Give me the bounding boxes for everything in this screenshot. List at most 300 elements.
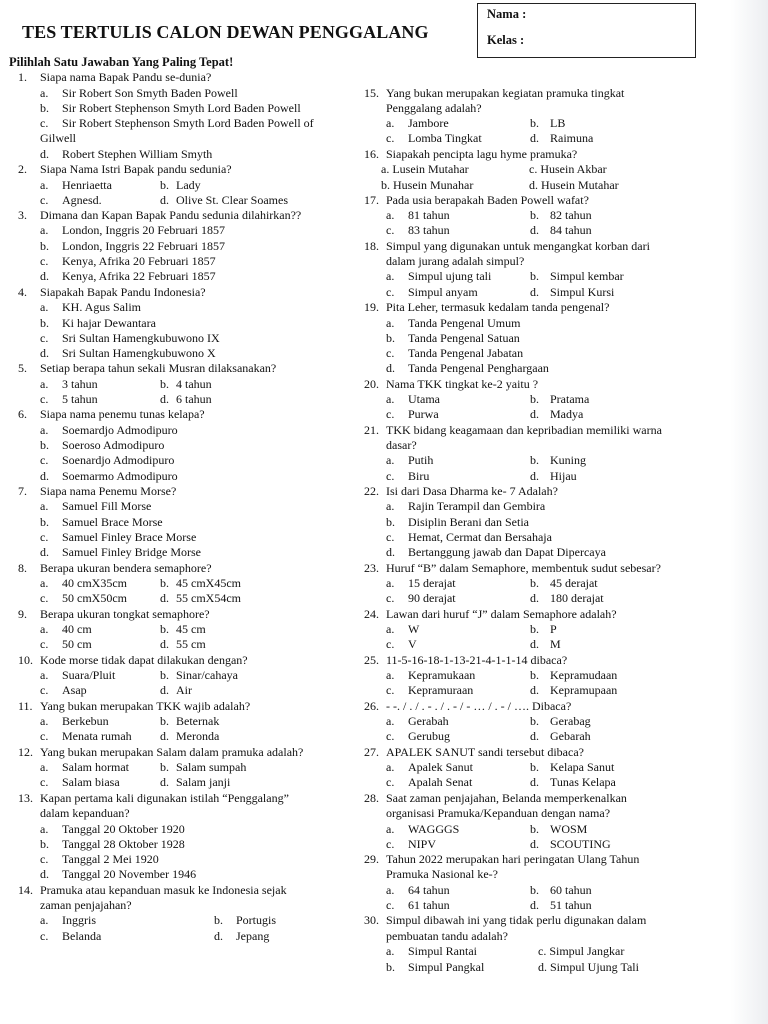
option-letter: b. [160,760,169,774]
option-letter: b. [530,269,539,283]
option-letter: d. [214,929,223,943]
option-text: Sri Sultan Hamengkubuwono X [62,346,216,360]
option-letter: b. [530,622,539,636]
nama-label: Nama : [487,7,527,21]
option-letter: c. [386,346,395,360]
option-text: Lomba Tingkat [408,131,482,145]
question-text-continued: dalam jurang adalah simpul? [386,254,525,268]
option-text: Disiplin Berani dan Setia [408,515,529,529]
option-letter: a. [40,178,49,192]
question-number: 24. [364,607,379,621]
option-letter: a. [40,423,49,437]
option-text: 81 tahun [408,208,450,222]
option-text: Sir Robert Stephenson Smyth Lord Baden Powell [62,101,301,115]
option-text: Soemardjo Admodipuro [62,423,178,437]
question-text: Berapa ukuran tongkat semaphore? [40,607,210,621]
option-letter: c. [386,898,395,912]
question-text-continued: Penggalang adalah? [386,101,482,115]
option-letter: d. [530,683,539,697]
question-text: 11-5-16-18-1-13-21-4-1-1-14 dibaca? [386,653,568,667]
option-text: 51 tahun [550,898,592,912]
option-text: Gebarah [550,729,591,743]
option-letter: a. [40,822,49,836]
option-letter: a. [386,760,395,774]
option-letter: c. [40,116,49,130]
option-text: Tanda Pengenal Jabatan [408,346,524,360]
question-text: Siapa Nama Istri Bapak pandu sedunia? [40,162,232,176]
option-text: Kelapa Sanut [550,760,615,774]
question-number: 11. [18,699,33,713]
question-text: Yang bukan merupakan kegiatan pramuka tingkat [386,86,625,100]
option-text: 45 cmX45cm [176,576,241,590]
question-text: Setiap berapa tahun sekali Musran dilaksanakan? [40,361,277,375]
option-letter: b. [214,913,223,927]
question-text: Siapakah pencipta lagu hyme pramuka? [386,147,578,161]
question-number: 1. [18,70,27,84]
option-letter: d. [160,637,169,651]
question-number: 2. [18,162,27,176]
option-text: Simpul Rantai [408,944,477,958]
option-letter: d. [40,147,49,161]
question-text: - -. / . / . - . / . - / - … / . - / …. Dibaca? [386,699,572,713]
option-text: Bertanggung jawab dan Dapat Dipercaya [408,545,606,559]
option-letter: b. [530,453,539,467]
option-text: Gerabag [550,714,591,728]
question-text: Siapa nama Penemu Morse? [40,484,177,498]
option-letter: d. [40,346,49,360]
option-text: 6 tahun [176,392,212,406]
question-number: 15. [364,86,379,100]
option-text: Berkebun [62,714,109,728]
question-text: Saat zaman penjajahan, Belanda memperkenalkan [386,791,627,805]
option-text: Simpul anyam [408,285,478,299]
question-text: Tahun 2022 merupakan hari peringatan Ulang Tahun [386,852,640,866]
question-text: Siapa nama penemu tunas kelapa? [40,407,205,421]
question-number: 16. [364,147,379,161]
option-text: Salam biasa [62,775,120,789]
option-text: b. Husein Munahar [381,178,474,192]
option-letter: a. [40,223,49,237]
option-text: 83 tahun [408,223,450,237]
option-text: 15 derajat [408,576,456,590]
question-number: 28. [364,791,379,805]
option-letter: b. [160,622,169,636]
option-letter: a. [40,622,49,636]
option-letter: b. [40,239,49,253]
option-text: Gerubug [408,729,450,743]
option-letter: c. [40,729,49,743]
option-letter: b. [160,377,169,391]
option-text: V [408,637,417,651]
question-text: Isi dari Dasa Dharma ke- 7 Adalah? [386,484,558,498]
option-letter: d. [530,285,539,299]
option-text: London, Inggris 20 Februari 1857 [62,223,225,237]
option-letter: a. [40,714,49,728]
option-letter: d. [160,591,169,605]
option-text: Menata rumah [62,729,132,743]
option-text: Apalek Sanut [408,760,473,774]
option-text: Soeroso Admodipuro [62,438,165,452]
option-text: Salam hormat [62,760,129,774]
option-text: Jepang [236,929,270,943]
option-letter: b. [386,515,395,529]
option-text: c. Husein Akbar [529,162,607,176]
option-letter: d. [530,131,539,145]
option-letter: c. [386,131,395,145]
option-letter: c. [40,852,49,866]
option-letter: a. [386,116,395,130]
option-letter: d. [40,545,49,559]
option-letter: b. [160,714,169,728]
option-text: 180 derajat [550,591,604,605]
question-number: 21. [364,423,379,437]
option-text: KH. Agus Salim [62,300,142,314]
option-text: Sir Robert Son Smyth Baden Powell [62,86,238,100]
option-text: Simpul Pangkal [408,960,485,974]
option-text: LB [550,116,566,130]
option-letter: b. [160,576,169,590]
option-letter: c. [40,254,49,268]
option-text: Tanda Pengenal Penghargaan [408,361,549,375]
option-text: Samuel Fill Morse [62,499,152,513]
option-letter: a. [386,883,395,897]
option-text: 45 derajat [550,576,598,590]
option-letter: c. [40,331,49,345]
question-number: 22. [364,484,379,498]
option-text: Tanggal 2 Mei 1920 [62,852,159,866]
option-text: c. Simpul Jangkar [538,944,625,958]
question-text: Lawan dari huruf “J” dalam Semaphore adalah? [386,607,617,621]
option-letter: a. [386,944,395,958]
option-letter: a. [386,269,395,283]
question-number: 4. [18,285,27,299]
option-letter: d. [160,683,169,697]
option-letter: b. [530,822,539,836]
option-letter: d. [160,729,169,743]
option-letter: c. [386,591,395,605]
option-letter: b. [530,116,539,130]
option-letter: b. [530,760,539,774]
question-text-continued: Gilwell [40,131,76,145]
option-text: Samuel Finley Brace Morse [62,530,197,544]
question-number: 30. [364,913,379,927]
option-text: d. Husein Mutahar [529,178,619,192]
question-text-continued: dasar? [386,438,417,452]
question-text-continued: zaman penjajahan? [40,898,132,912]
option-letter: a. [40,86,49,100]
option-text: Tanggal 20 November 1946 [62,867,197,881]
option-letter: b. [386,960,395,974]
option-text: Lady [176,178,201,192]
option-text: WOSM [550,822,588,836]
option-text: Tanggal 28 Oktober 1928 [62,837,185,851]
question-number: 29. [364,852,379,866]
option-letter: b. [160,178,169,192]
option-letter: c. [386,729,395,743]
option-text: Beternak [176,714,220,728]
option-text: Purwa [408,407,439,421]
option-text: Robert Stephen William Smyth [62,147,213,161]
option-text: 55 cm [176,637,206,651]
option-text: Utama [408,392,440,406]
question-number: 6. [18,407,27,421]
option-text: Inggris [62,913,96,927]
option-text: Sir Robert Stephenson Smyth Lord Baden Powell of [62,116,314,130]
option-text: SCOUTING [550,837,611,851]
option-text: Madya [550,407,584,421]
question-number: 7. [18,484,27,498]
question-text: Dimana dan Kapan Bapak Pandu sedunia dilahirkan?? [40,208,302,222]
option-letter: c. [40,530,49,544]
option-text: Pratama [550,392,590,406]
question-number: 14. [18,883,33,897]
option-letter: c. [40,929,49,943]
option-text: Samuel Finley Bridge Morse [62,545,201,559]
option-text: Tanggal 20 Oktober 1920 [62,822,185,836]
option-letter: a. [386,822,395,836]
option-text: Air [176,683,192,697]
option-text: Tunas Kelapa [550,775,616,789]
option-text: Simpul ujung tali [408,269,492,283]
question-number: 10. [18,653,33,667]
option-letter: b. [530,208,539,222]
option-letter: a. [40,576,49,590]
option-text: W [408,622,420,636]
option-letter: a. [386,316,395,330]
option-letter: c. [386,637,395,651]
question-text: Yang bukan merupakan TKK wajib adalah? [40,699,251,713]
question-text: Nama TKK tingkat ke-2 yaitu ? [386,377,539,391]
option-text: 60 tahun [550,883,592,897]
option-letter: c. [386,223,395,237]
option-text: Tanda Pengenal Umum [408,316,521,330]
option-letter: d. [160,193,169,207]
question-text: Pramuka atau kepanduan masuk ke Indonesia sejak [40,883,287,897]
option-letter: a. [40,300,49,314]
option-text: Meronda [176,729,220,743]
option-text: Soemarmo Admodipuro [62,469,178,483]
option-letter: b. [40,515,49,529]
question-number: 26. [364,699,379,713]
option-letter: c. [40,193,49,207]
option-letter: b. [530,576,539,590]
option-text: Apalah Senat [408,775,473,789]
option-letter: a. [386,576,395,590]
option-text: Salam janji [176,775,231,789]
question-text-continued: pembuatan tandu adalah? [386,929,508,943]
question-text: Yang bukan merupakan Salam dalam pramuka adalah? [40,745,304,759]
option-text: 5 tahun [62,392,98,406]
option-text: Kepramuraan [408,683,474,697]
option-text: Salam sumpah [176,760,247,774]
question-text: Kapan pertama kali digunakan istilah “Penggalang” [40,791,289,805]
question-text-continued: organisasi Pramuka/Kepanduan dengan nama? [386,806,611,820]
option-text: Belanda [62,929,102,943]
question-number: 5. [18,361,27,375]
option-text: Kenya, Afrika 22 Februari 1857 [62,269,216,283]
option-text: Henriaetta [62,178,112,192]
option-letter: d. [530,223,539,237]
option-text: Suara/Pluit [62,668,116,682]
option-text: London, Inggris 22 Februari 1857 [62,239,225,253]
option-letter: c. [40,637,49,651]
option-letter: d. [530,729,539,743]
option-text: Agnesd. [62,193,102,207]
option-text: M [550,637,561,651]
question-text-continued: Pramuka Nasional ke-? [386,867,498,881]
option-letter: d. [160,775,169,789]
question-number: 18. [364,239,379,253]
option-letter: b. [160,668,169,682]
option-letter: b. [530,883,539,897]
option-text: 40 cm [62,622,92,636]
option-text: 50 cm [62,637,92,651]
option-letter: b. [386,331,395,345]
option-letter: b. [530,392,539,406]
question-number: 3. [18,208,27,222]
option-letter: a. [40,377,49,391]
option-letter: d. [530,898,539,912]
option-text: Gerabah [408,714,449,728]
option-letter: d. [386,545,395,559]
option-letter: d. [40,867,49,881]
question-text: Berapa ukuran bendera semaphore? [40,561,212,575]
option-text: Jambore [408,116,449,130]
option-text: Samuel Brace Morse [62,515,163,529]
option-letter: d. [386,361,395,375]
option-letter: a. [386,668,395,682]
option-letter: b. [530,714,539,728]
question-text: Siapakah Bapak Pandu Indonesia? [40,285,206,299]
option-text: 50 cmX50cm [62,591,127,605]
option-text: WAGGGS [408,822,460,836]
option-text: Hemat, Cermat dan Bersahaja [408,530,552,544]
option-text: Simpul Kursi [550,285,615,299]
option-letter: b. [40,837,49,851]
question-text: APALEK SANUT sandi tersebut dibaca? [386,745,584,759]
option-text: 4 tahun [176,377,212,391]
option-letter: c. [386,469,395,483]
question-text: Simpul yang digunakan untuk mengangkat korban dari [386,239,650,253]
option-letter: c. [386,683,395,697]
option-text: 84 tahun [550,223,592,237]
question-text: Pita Leher, termasuk kedalam tanda pengenal? [386,300,610,314]
option-letter: c. [40,683,49,697]
option-letter: b. [40,101,49,115]
option-letter: d. [530,775,539,789]
option-letter: a. [386,453,395,467]
option-letter: c. [386,837,395,851]
option-letter: d. [530,469,539,483]
option-letter: d. [530,837,539,851]
option-letter: d. [530,637,539,651]
option-letter: a. [40,668,49,682]
option-text: Soenardjo Admodipuro [62,453,175,467]
option-text: Kepramudaan [550,668,618,682]
option-letter: d. [530,407,539,421]
option-letter: d. [40,269,49,283]
question-text: Pada usia berapakah Baden Powell wafat? [386,193,589,207]
option-text: 61 tahun [408,898,450,912]
option-text: Sri Sultan Hamengkubuwono IX [62,331,220,345]
question-number: 19. [364,300,379,314]
page-edge-shadow [730,0,768,1024]
option-text: Olive St. Clear Soames [176,193,288,207]
option-letter: a. [386,392,395,406]
option-letter: c. [386,285,395,299]
option-letter: d. [530,591,539,605]
question-number: 13. [18,791,33,805]
option-text: 3 tahun [62,377,98,391]
option-text: Tanda Pengenal Satuan [408,331,520,345]
option-text: 82 tahun [550,208,592,222]
option-text: Putih [408,453,434,467]
option-letter: a. [40,760,49,774]
option-text: 40 cmX35cm [62,576,127,590]
option-text: d. Simpul Ujung Tali [538,960,639,974]
option-text: Sinar/cahaya [176,668,238,682]
option-text: Kuning [550,453,586,467]
instruction-text: Pilihlah Satu Jawaban Yang Paling Tepat! [9,55,234,69]
option-letter: c. [40,591,49,605]
option-text: Asap [62,683,87,697]
question-number: 25. [364,653,379,667]
option-letter: c. [40,392,49,406]
question-text-continued: dalam kepanduan? [40,806,130,820]
option-letter: d. [160,392,169,406]
option-letter: d. [40,469,49,483]
question-text: Siapa nama Bapak Pandu se-dunia? [40,70,212,84]
option-letter: a. [40,499,49,513]
question-number: 20. [364,377,379,391]
option-text: P [550,622,557,636]
option-letter: c. [386,775,395,789]
question-number: 8. [18,561,27,575]
option-text: NIPV [408,837,437,851]
option-letter: a. [386,499,395,513]
option-text: Biru [408,469,430,483]
option-text: a. Lusein Mutahar [381,162,469,176]
option-letter: a. [386,622,395,636]
option-text: Kepramukaan [408,668,476,682]
page-title: TES TERTULIS CALON DEWAN PENGGALANG [22,22,429,42]
option-letter: b. [530,668,539,682]
option-text: Simpul kembar [550,269,624,283]
option-text: 55 cmX54cm [176,591,241,605]
question-text: Simpul dibawah ini yang tidak perlu digunakan dalam [386,913,647,927]
option-letter: b. [40,438,49,452]
question-number: 23. [364,561,379,575]
question-text: TKK bidang keagamaan dan kepribadian memiliki warna [386,423,662,437]
question-number: 12. [18,745,33,759]
question-text: Huruf “B” dalam Semaphore, membentuk sudut sebesar? [386,561,661,575]
option-text: 64 tahun [408,883,450,897]
option-text: Kepramupaan [550,683,618,697]
question-number: 27. [364,745,379,759]
option-letter: c. [386,407,395,421]
option-text: 45 cm [176,622,206,636]
option-letter: c. [40,453,49,467]
option-text: Portugis [236,913,277,927]
option-letter: a. [386,208,395,222]
option-text: 90 derajat [408,591,456,605]
option-text: Hijau [550,469,577,483]
option-text: Raimuna [550,131,594,145]
option-letter: c. [40,775,49,789]
question-number: 17. [364,193,379,207]
kelas-label: Kelas : [487,33,525,47]
option-text: Kenya, Afrika 20 Februari 1857 [62,254,216,268]
